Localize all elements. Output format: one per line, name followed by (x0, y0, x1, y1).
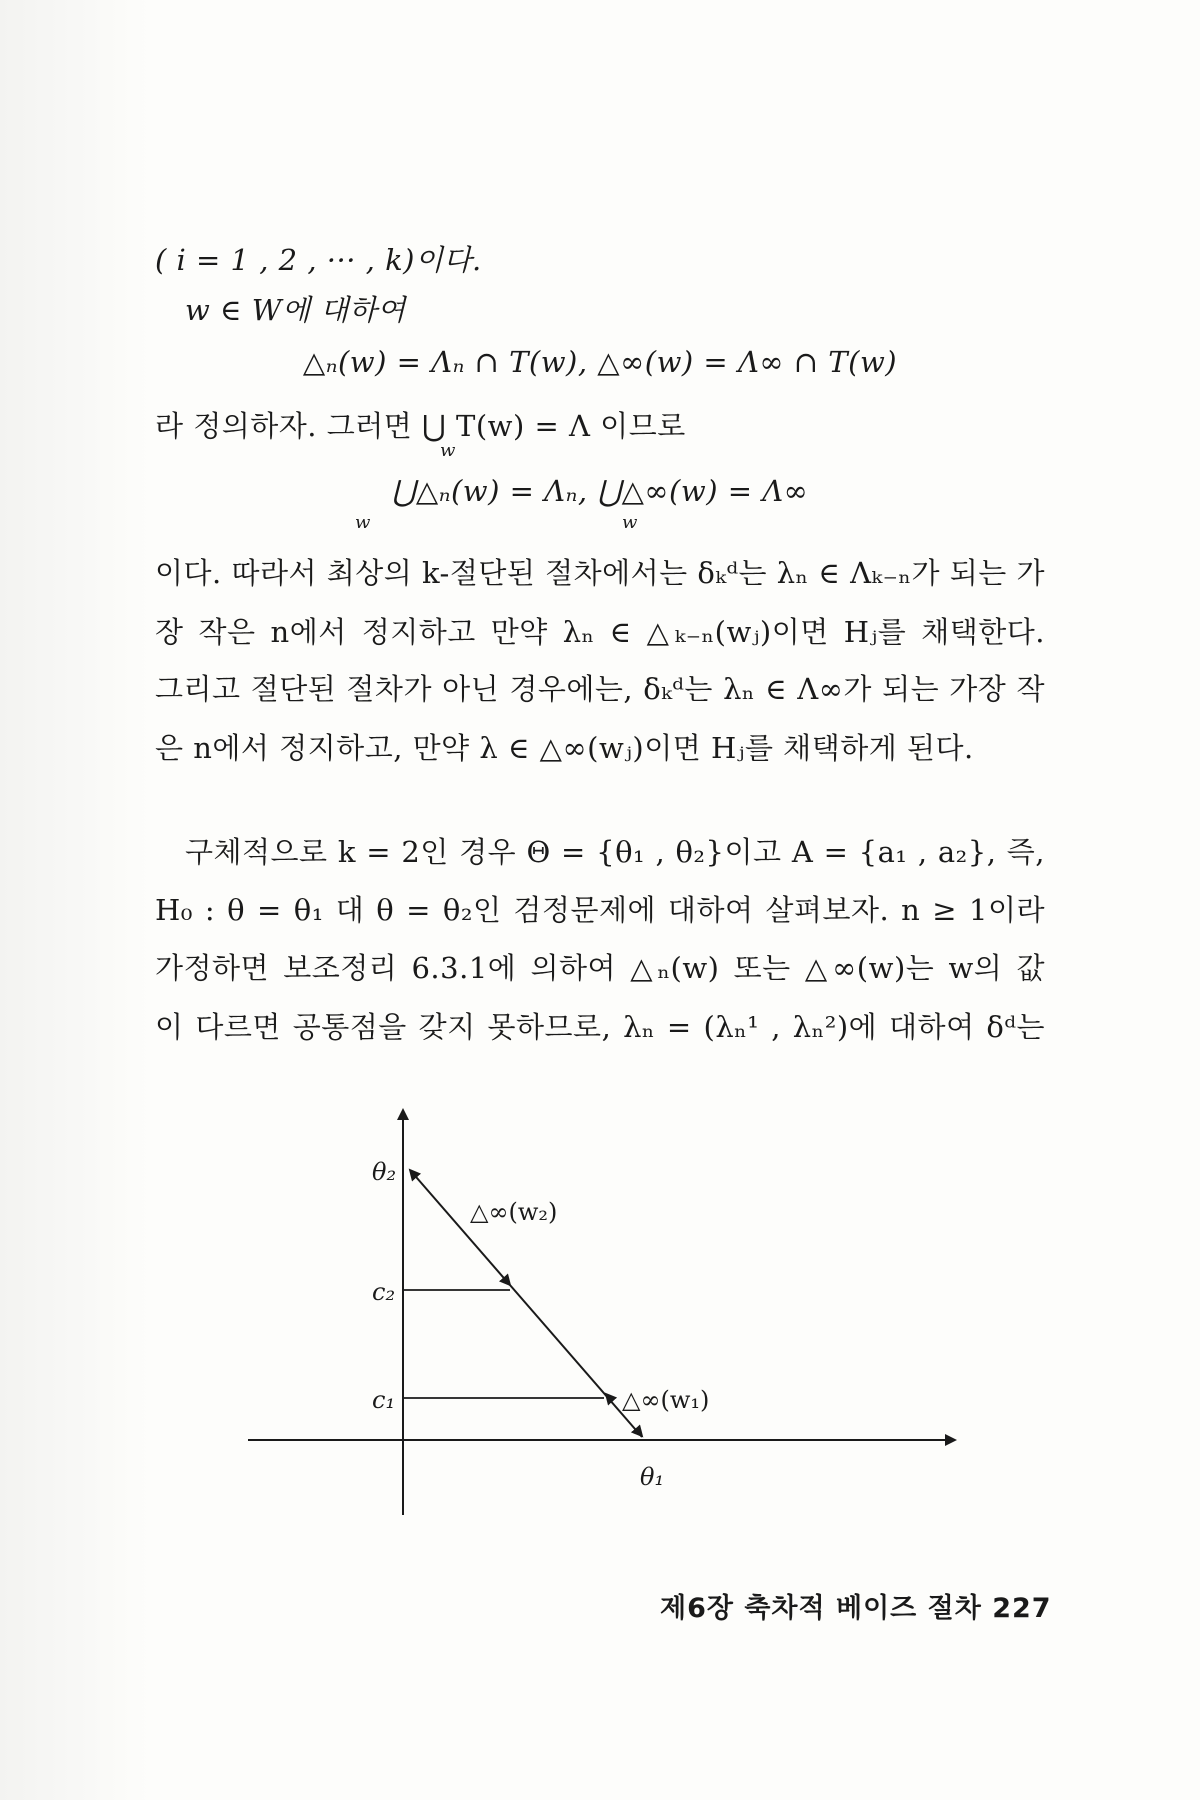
union-subscript: w (440, 440, 456, 461)
c2-label: c₂ (372, 1278, 396, 1306)
y-axis-label: θ₂ (372, 1158, 397, 1186)
text-line-12: 가정하면 보조정리 6.3.1에 의하여 △ₙ(w) 또는 △∞(w)는 w의 값 (155, 951, 1045, 985)
text-line-10: 구체적으로 k = 2인 경우 Θ = {θ₁ , θ₂}이고 A = {a₁ , a₂}, 즉, (185, 835, 1045, 869)
union-subscript-2: w (622, 512, 638, 533)
text-line-2: w ∈ W에 대하여 (185, 293, 406, 327)
equation-unions: ⋃△ₙ(w) = Λₙ, ⋃△∞(w) = Λ∞ (391, 474, 809, 508)
text-line-11: H₀ : θ = θ₁ 대 θ = θ₂인 검정문제에 대하여 살펴보자. n ≥ 1이라 (155, 893, 1045, 927)
c1-label: c₁ (372, 1386, 396, 1414)
text-line-1: ( i = 1 , 2 , ··· , k)이다. (155, 243, 482, 277)
union-subscript-1: w (355, 512, 371, 533)
text-line-6: 이다. 따라서 최상의 k-절단된 절차에서는 δₖᵈ는 λₙ ∈ Λₖ₋ₙ가 되는 가 (155, 556, 1045, 590)
equation-delta-definitions: △ₙ(w) = Λₙ ∩ T(w), △∞(w) = Λ∞ ∩ T(w) (302, 345, 898, 379)
text-line-8: 그리고 절단된 절차가 아닌 경우에는, δₖᵈ는 λₙ ∈ Λ∞가 되는 가장 작 (155, 672, 1045, 706)
page-footer: 제6장 축차적 베이즈 절차 227 (660, 1593, 1052, 1624)
text-line-13: 이 다르면 공통점을 갖지 못하므로, λₙ = (λₙ¹ , λₙ²)에 대하여 δᵈ는 (155, 1010, 1045, 1044)
text-line-9: 은 n에서 정지하고, 만약 λ ∈ △∞(wⱼ)이면 Hⱼ를 채택하게 된다. (155, 731, 974, 765)
upper-region-label: △∞(w₂) (470, 1198, 558, 1226)
text-line-4: 라 정의하자. 그러면 ⋃ T(w) = Λ 이므로 (155, 409, 686, 443)
x-axis-label: θ₁ (640, 1463, 665, 1491)
lower-region-label: △∞(w₁) (622, 1386, 710, 1414)
text-line-7: 장 작은 n에서 정지하고 만약 λₙ ∈ △ₖ₋ₙ(wⱼ)이면 Hⱼ를 채택한다. (155, 615, 1045, 649)
